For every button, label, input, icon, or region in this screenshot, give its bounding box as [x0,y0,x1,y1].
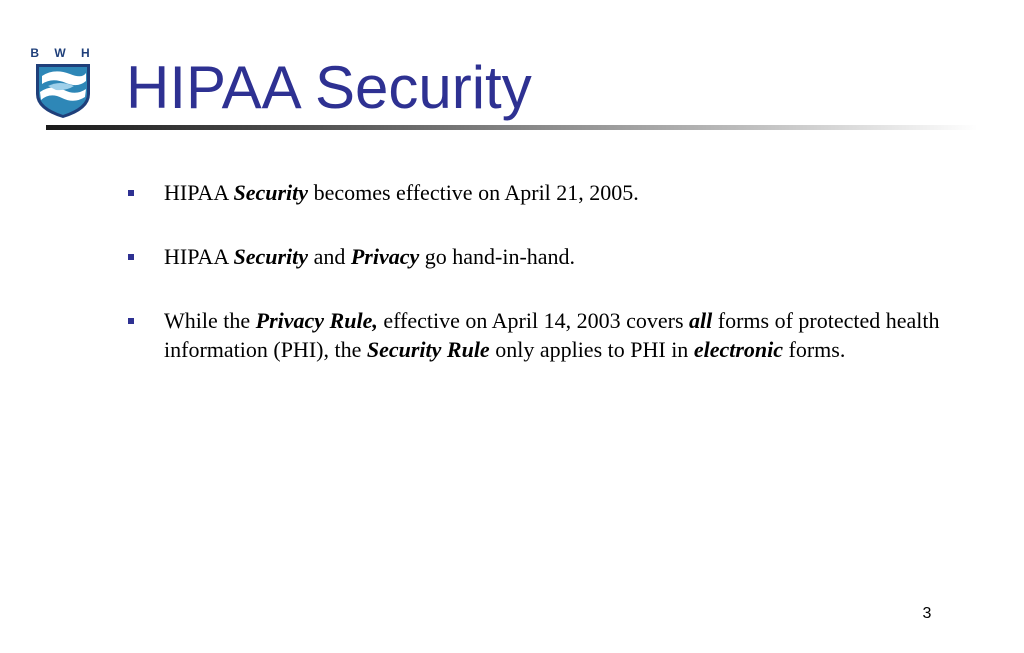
bullet-text: HIPAA Security becomes effective on April 21, 2005. [164,180,639,205]
slide-title: HIPAA Security [126,54,532,121]
bullet-item [128,306,958,364]
page-number: 3 [922,605,932,622]
bullet-square-icon [128,190,134,196]
bullet-square-icon [128,318,134,324]
bullet-item [128,242,958,271]
logo-letters: B W H [30,46,96,60]
emphasis-text: Security [233,244,309,269]
bullet-text: While the Privacy Rule, effective on April 14, 2003 covers all forms of protected health information (PHI), the Security Rule only applies to PHI in electronic forms. [164,308,940,362]
emphasis-text: Privacy [350,244,420,269]
bwh-logo [30,46,96,120]
bullet-square-icon [128,254,134,260]
emphasis-text: all [689,308,713,333]
emphasis-text: electronic [693,337,784,362]
emphasis-text: Security [233,180,309,205]
bullet-list [128,178,958,364]
bullet-item [128,178,958,207]
emphasis-text: Privacy Rule, [255,308,378,333]
emphasis-text: Security Rule [366,337,490,362]
bullet-text: HIPAA Security and Privacy go hand-in-hand. [164,244,576,269]
title-underline [46,125,978,130]
